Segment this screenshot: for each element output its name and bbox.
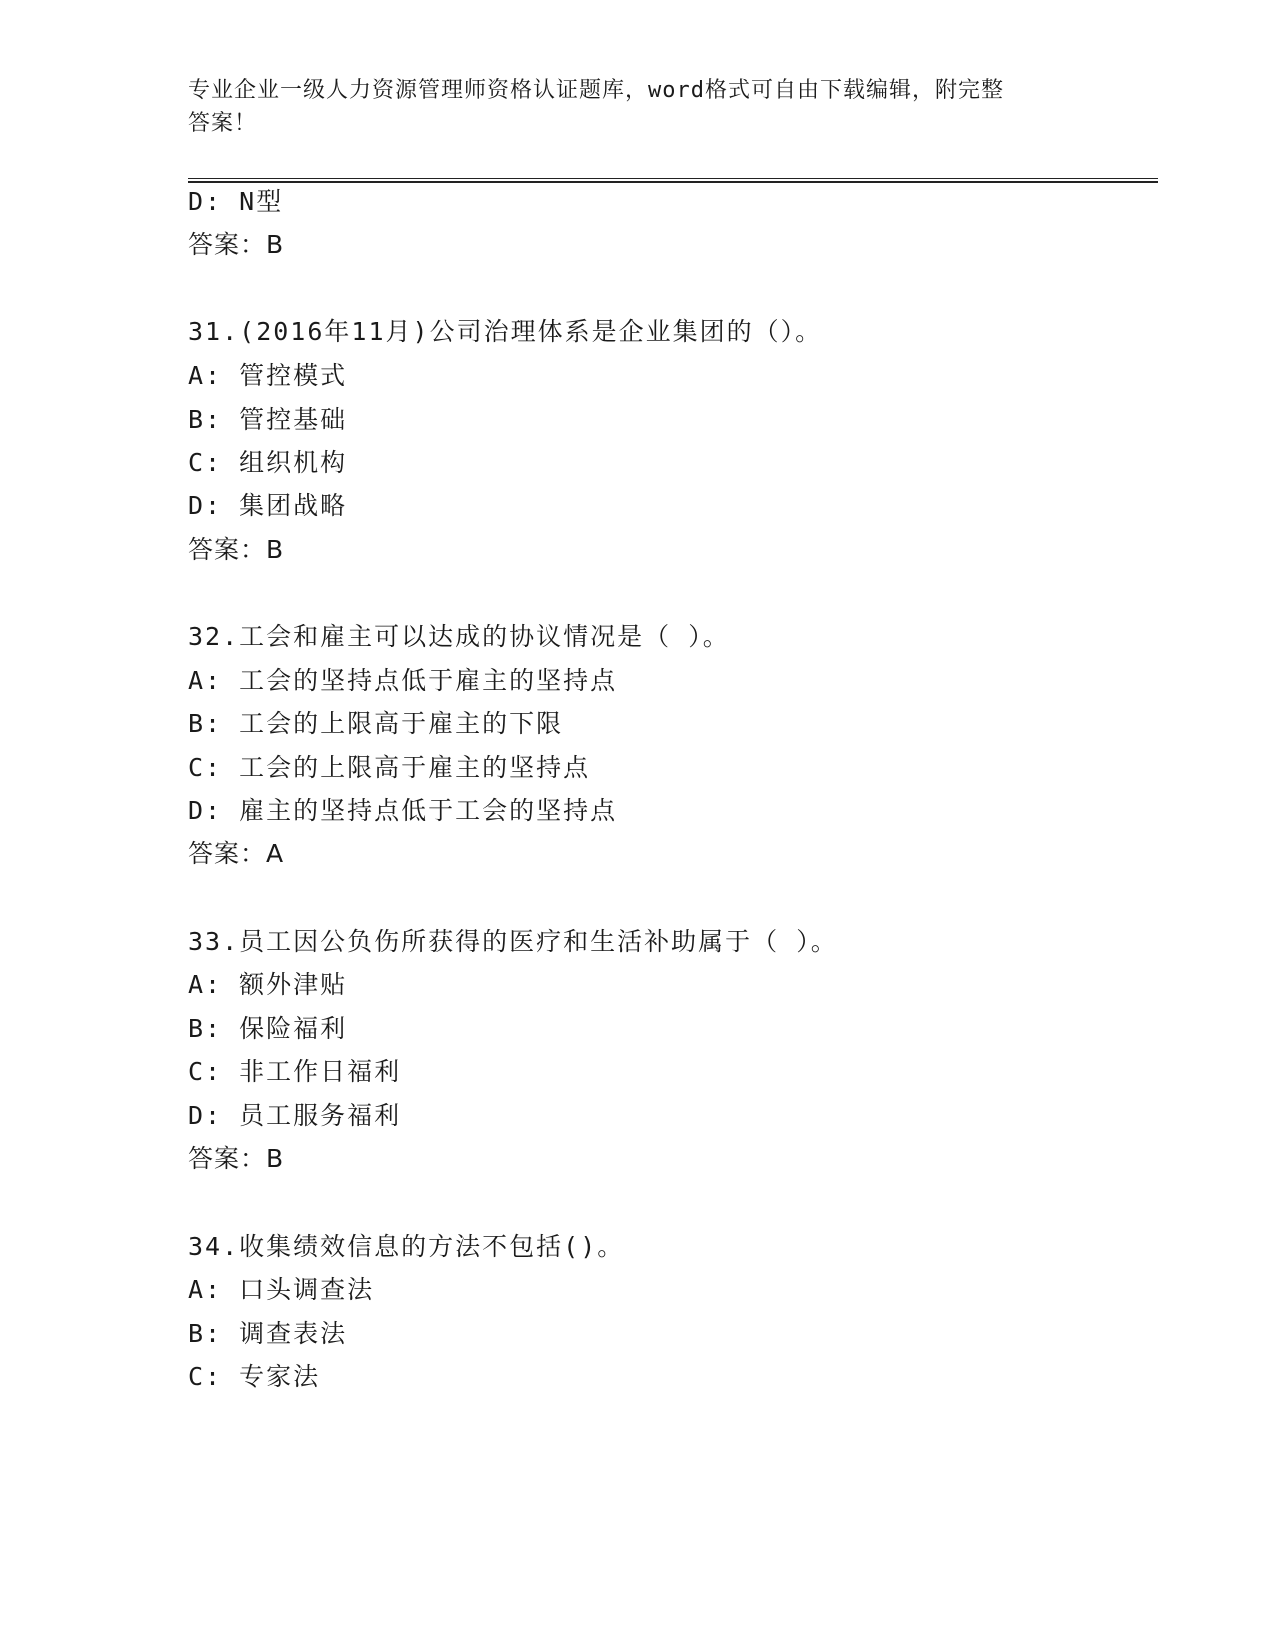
answer-line: 答案：A	[188, 839, 285, 868]
option-line: B: 工会的上限高于雇主的下限	[188, 709, 564, 738]
header-line-2: 答案！	[188, 111, 258, 136]
answer-line: 答案：B	[188, 535, 285, 564]
option-line: A: 工会的坚持点低于雇主的坚持点	[188, 666, 618, 695]
option-line: C: 组织机构	[188, 448, 348, 477]
option-line: B: 调查表法	[188, 1319, 348, 1348]
option-line: D: 雇主的坚持点低于工会的坚持点	[188, 796, 618, 825]
option-line: D: N型	[188, 187, 284, 216]
document-page	[188, 0, 1158, 1650]
option-line: C: 非工作日福利	[188, 1057, 402, 1086]
page-header	[188, 74, 1088, 140]
question-stem: 34.收集绩效信息的方法不包括()。	[188, 1232, 625, 1261]
question-stem: 32.工会和雇主可以达成的协议情况是（ ）。	[188, 622, 730, 651]
option-line: B: 保险福利	[188, 1014, 348, 1043]
question-stem: 33.员工因公负伤所获得的医疗和生活补助属于（ ）。	[188, 927, 838, 956]
option-line: A: 口头调查法	[188, 1275, 375, 1304]
option-line: D: 员工服务福利	[188, 1101, 402, 1130]
option-line: D: 集团战略	[188, 491, 348, 520]
option-line: C: 工会的上限高于雇主的坚持点	[188, 753, 591, 782]
header-line-1: 专业企业一级人力资源管理师资格认证题库，word格式可自由下载编辑，附完整	[188, 78, 1004, 103]
header-divider	[188, 178, 1158, 183]
option-line: C: 专家法	[188, 1362, 321, 1391]
option-line: B: 管控基础	[188, 405, 348, 434]
option-line: A: 额外津贴	[188, 970, 348, 999]
answer-line: 答案：B	[188, 1144, 285, 1173]
option-line: A: 管控模式	[188, 361, 348, 390]
question-stem: 31.(2016年11月)公司治理体系是企业集团的（）。	[188, 317, 823, 346]
answer-line: 答案：B	[188, 230, 285, 259]
